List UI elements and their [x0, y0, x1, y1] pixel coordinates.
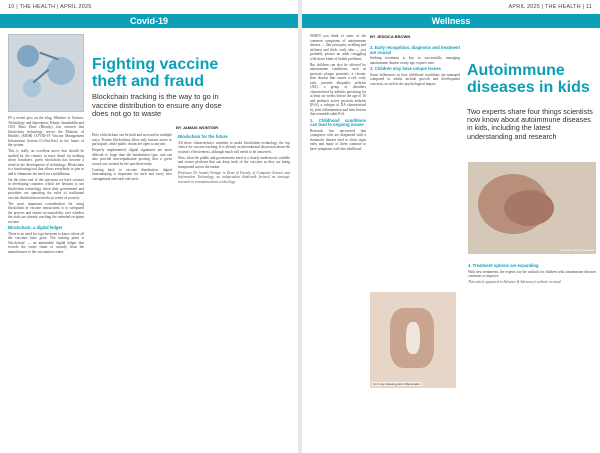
section-bar-covid: Covid-19: [0, 14, 298, 28]
psoriasis-photo: [468, 162, 596, 254]
right-closing-note: This article appeared in Advance & Advocacy's website in email.: [468, 280, 562, 284]
left-author-note: Professor Dr Jamais Wontgir is Dean of Faculty of Computer Science and Information Technology, an independent think-tank focused on strategic research in communications technology.: [178, 170, 290, 184]
left-body-1: On the other end of the spectrum we have creators in developing countries which are hesitant to use blockchain technology when their government and providers are operating the rules of traditional vaccine distribution networks in terms of security.: [8, 177, 84, 200]
right-subhead-2: 2. Early recognition, diagnosis and treatment are crucial: [370, 45, 460, 55]
left-page: [0, 0, 298, 453]
right-body-2: Research has uncovered that youngsters who are diagnosed with a rheumatic disease tend to show signs early and many of them continue to have symptoms well into adulthood.: [310, 128, 366, 151]
right-article-col-2: [370, 44, 460, 288]
left-dek: Blockchain tracking is the way to go in vaccine distribution to ensure any dose does not go to waste: [92, 92, 222, 118]
left-body-2: The most important consideration for using blockchain in vaccine transactions is to safeguard the process and ensure accountability over whether the vials are already reaching the intended recipient on time.: [8, 201, 84, 224]
psoriasis-photo-caption: A colour shot of psoriasis: [560, 248, 594, 252]
left-body-5: How a blockchain can be built and accessed in multiple ways. Private blockchains allow only known actors to participate, while public chains are open to anyone.: [92, 133, 172, 146]
right-body-6: Some differences in how childhood conditions are managed compared to adults include growth and development concerns, as well as the psychological impact.: [370, 72, 460, 86]
left-body-9: All these characteristics combine to make blockchain technology the top choice for vaccine tracking. It is already an international discussion about the system's effectiveness, although much still needs to be answered.: [178, 140, 290, 154]
left-body-7: Coming back to vaccine distribution, digital timestamping is important for each and every new consignment and each vial used.: [92, 167, 172, 181]
left-subhead-digital-ledger: Blockchain: a digital ledger: [8, 225, 63, 230]
left-subhead-future: Blockchain for the future: [178, 134, 228, 139]
blockchain-illustration: [8, 34, 84, 112]
right-body-4: Seeking treatment is key to successfully managing autoimmune disease at any age, experts note.: [370, 56, 460, 65]
left-folio: 10 | THE HEALTH | APRIL 2025: [8, 4, 92, 10]
left-byline: BY JAMAIS WONTGIR: [176, 125, 219, 130]
left-headline: Fighting vaccine theft and fraud: [92, 56, 219, 90]
right-body-0: But children can also be affected by autoimmune conditions, such as psoriatic plaque psoriasis, a chronic skin disease that causes a red, scaly rash, juvenile idiopathic arthritis (JIA), a group of disorders characterised by arthritis persisting for at least six weeks before the age of 16 and pediatric active psoriatic arthritis (PsA), a subtype of JIA characterised by joint inflammation and skin lesions that resemble adult PsA.: [310, 62, 366, 116]
left-intro-paragraph: IN a recent post on the blog, Minister of Science, Technology and Innovation, Khairy Jamaluddin and CEO Marz Eleaf (Bloody), has stressed that blockchain technology serves the Ministry of Health's (MOH) COVID-19 Vaccine Management Information System (CoVaxTrac) as the future of the system.: [8, 116, 84, 147]
right-body-8: With new treatments, the experts say the outlook for children with autoimmune diseases continues to improve.: [468, 269, 596, 278]
left-article-intro: [8, 116, 84, 446]
right-article-col-1: [310, 34, 366, 446]
right-dek: Two experts share four things scientists now know about autoimmune diseases in kids, including the latest understanding and research: [467, 107, 593, 141]
left-article-col-3: [178, 133, 290, 446]
left-body-0: This is really an excellent move that should be studied by the country in more detail for tackling down fraudsters, given blockchain has become a trend in the development of technology. Blockchain is a functioning tool that allows everybody to join in and it eliminates the need for a middleman.: [8, 149, 84, 176]
left-body-4: There is no need for a go-between to know where all the vaccines have gone. The starting point is 'blockchain' — an immutable digital ledger that records the entire chain of custody from the manufacturer to the vaccination centre.: [8, 231, 84, 254]
xray-caption: An X-ray showing joint inflammation: [373, 382, 421, 386]
right-headline: Autoimmune diseases in kids: [467, 62, 590, 96]
right-folio: APRIL 2025 | THE HEALTH | 11: [508, 4, 592, 10]
right-page: [302, 0, 600, 453]
left-body-6: Properly implemented, digital signatures are more difficult to forge than the handwritten type, and can also provide non-repudiation proving that a given record was created by the specified entity.: [92, 148, 172, 166]
right-article-col-3: [468, 262, 596, 446]
xray-figure: [370, 292, 456, 388]
section-bar-wellness: Wellness: [302, 14, 600, 28]
right-intro-paragraph: WHEN you think of some of the common symptoms of autoimmune disease — like joint pain, swelling and stiffness and thick, scaly skin — you probably picture an adult struggling with those kinds of health problems.: [310, 34, 366, 61]
right-subhead-4: 4. Treatment options are expanding: [468, 263, 539, 268]
left-article-col-2: [92, 133, 172, 446]
right-subhead-3: 3. Children may have unique issues: [370, 66, 441, 71]
right-subhead-1: 1. Childhood conditions can lead to ongoing issues: [310, 117, 366, 127]
right-byline: BY JESSICA BROWN: [370, 34, 411, 39]
left-body-10: Now, what the public and governments need is a clearly understood, scalable and secure platform that can keep track of the vaccines as they are being transported across the nation.: [178, 155, 290, 169]
